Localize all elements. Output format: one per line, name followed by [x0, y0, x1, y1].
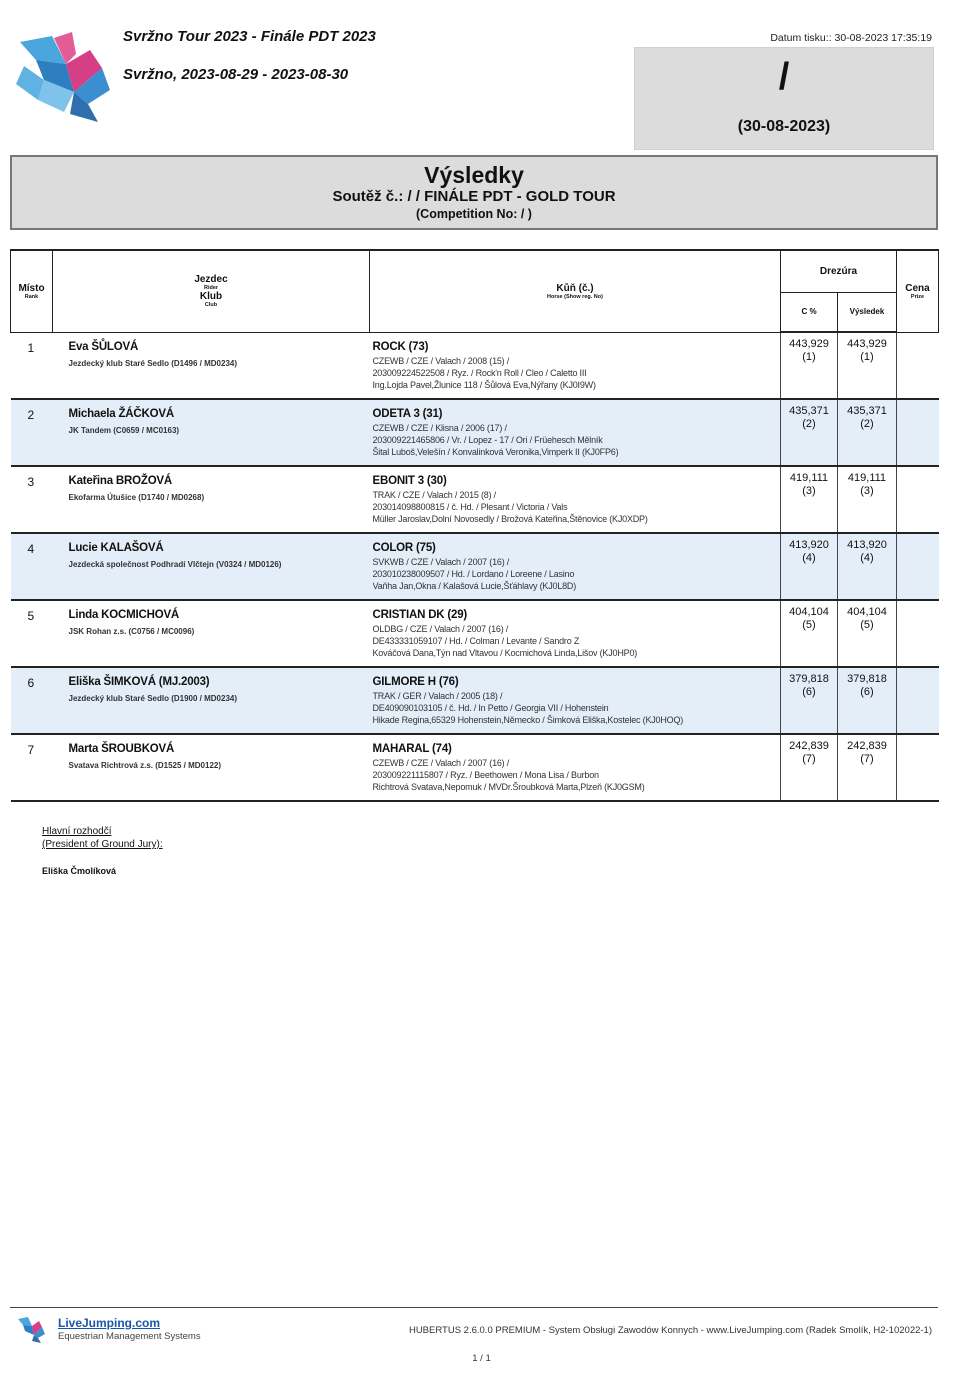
- c-percent-cell: [781, 734, 838, 801]
- result-rank: (2): [860, 418, 874, 430]
- horse-cell: [370, 332, 781, 399]
- col-c-percent: C %: [781, 292, 838, 332]
- result-value: 419,111: [847, 472, 887, 484]
- c-percent-cell: [781, 466, 838, 533]
- rider-cell: [53, 332, 370, 399]
- rider-cell: [53, 466, 370, 533]
- horse-detail-line: Müller Jaroslav,Dolní Novosedly / Brožová Kateřina,Štěnovice (KJ0XDP): [372, 514, 648, 524]
- round-slash: /: [778, 56, 790, 98]
- c-percent-value: 413,920: [789, 539, 829, 551]
- rider-cell: [53, 533, 370, 600]
- rider-club: Jezdecký klub Staré Sedlo (D1496 / MD0234): [68, 358, 238, 368]
- c-percent-cell: [781, 533, 838, 600]
- horse-detail-line: Kováčová Dana,Týn nad Vltavou / Kocmichová Linda,Lišov (KJ0HP0): [372, 648, 638, 658]
- result-value: 379,818: [847, 673, 887, 685]
- horse-name: CRISTIAN DK (29): [372, 609, 468, 621]
- rank: 3: [27, 475, 35, 489]
- result-cell: [838, 734, 897, 801]
- rank: 2: [27, 408, 35, 422]
- horse-detail-line: Richtrová Svatava,Nepomuk / MVDr.Šroubková Marta,Plzeň (KJ0GSM): [372, 782, 645, 792]
- c-percent-value: 443,929: [789, 338, 829, 350]
- results-table: [10, 249, 939, 802]
- col-result: Výsledek: [838, 292, 897, 332]
- result-cell: [838, 332, 897, 399]
- rider-name: Michaela ŽÁČKOVÁ: [68, 408, 174, 420]
- result-value: 435,371: [847, 405, 887, 417]
- c-percent-value: 419,111: [789, 472, 829, 484]
- jury-name: Eliška Čmolíková: [42, 866, 117, 876]
- horse-detail-line: 203014098800815 / č. Hd. / Plesant / Victoria / Vals: [372, 502, 568, 512]
- horse-detail-line: Hikade Regina,65329 Hohenstein,Německo / Šimková Eliška,Kostelec (KJ0HOQ): [372, 715, 684, 725]
- horse-detail-line: 203010238009507 / Hd. / Lordano / Loreene / Lasino: [372, 569, 575, 579]
- result-rank: (5): [860, 619, 874, 631]
- rank-cell: [11, 734, 53, 801]
- table-row: [11, 734, 939, 801]
- table-row: [11, 533, 939, 600]
- competition-name: Soutěž č.: / / FINÁLE PDT - GOLD TOUR: [332, 188, 616, 205]
- horse-cell: [370, 600, 781, 667]
- rank-cell: [11, 667, 53, 734]
- c-percent-rank: (3): [802, 485, 816, 497]
- page-number: 1 / 1: [472, 1353, 491, 1364]
- prize-cell: [897, 332, 939, 399]
- rank-cell: [11, 332, 53, 399]
- prize-cell: [897, 533, 939, 600]
- prize-cell: [897, 734, 939, 801]
- rider-name: Eva ŠŮLOVÁ: [68, 340, 139, 353]
- jury-label-en: (President of Ground Jury):: [42, 839, 163, 850]
- c-percent-rank: (5): [802, 619, 816, 631]
- horse-name: ODETA 3 (31): [372, 408, 443, 420]
- c-percent-value: 379,818: [789, 673, 829, 685]
- prize-cell: [897, 466, 939, 533]
- rank: 5: [27, 609, 35, 623]
- result-rank: (3): [860, 485, 874, 497]
- results-title: Výsledky: [424, 162, 524, 188]
- horse-detail-line: SVKWB / CZE / Valach / 2007 (16) /: [372, 557, 510, 567]
- table-row: [11, 667, 939, 734]
- c-percent-rank: (7): [802, 753, 816, 765]
- c-percent-cell: [781, 399, 838, 466]
- horse-logo-icon: [14, 30, 114, 124]
- table-row: [11, 399, 939, 466]
- rider-cell: [53, 734, 370, 801]
- c-percent-cell: [781, 667, 838, 734]
- prize-cell: [897, 600, 939, 667]
- rider-club: Svatava Richtrová z.s. (D1525 / MD0122): [68, 761, 222, 770]
- round-info-box: [634, 47, 934, 150]
- result-value: 413,920: [847, 539, 887, 551]
- horse-detail-line: Ing.Lojda Pavel,Žlunice 118 / Šůlová Eva,Nýřany (KJ0I9W): [372, 379, 596, 390]
- result-cell: [838, 466, 897, 533]
- table-row: [11, 466, 939, 533]
- rank-cell: [11, 466, 53, 533]
- rider-name: Marta ŠROUBKOVÁ: [68, 743, 175, 755]
- col-horse: Kůň (č.) Horse (Show reg. No): [370, 250, 781, 332]
- horse-detail-line: CZEWB / CZE / Valach / 2007 (16) /: [372, 758, 510, 768]
- horse-detail-line: TRAK / CZE / Valach / 2015 (8) /: [372, 490, 496, 500]
- rider-name: Linda KOCMICHOVÁ: [68, 609, 180, 621]
- horse-cell: [370, 466, 781, 533]
- footer-divider: [10, 1307, 938, 1308]
- competition-name-en: (Competition No: / ): [416, 207, 532, 221]
- horse-detail-line: DE409090103105 / č. Hd. / In Petto / Georgia VII / Hohenstein: [372, 703, 609, 713]
- rider-club: JK Tandem (C0659 / MC0163): [68, 426, 180, 435]
- c-percent-rank: (4): [802, 552, 816, 564]
- event-title: Svržno Tour 2023 - Finále PDT 2023: [123, 28, 376, 45]
- horse-cell: [370, 667, 781, 734]
- rank: 7: [27, 743, 35, 757]
- result-cell: [838, 667, 897, 734]
- result-value: 242,839: [847, 740, 887, 752]
- c-percent-value: 242,839: [789, 740, 829, 752]
- horse-cell: [370, 533, 781, 600]
- horse-name: COLOR (75): [372, 542, 436, 554]
- result-rank: (6): [860, 686, 874, 698]
- print-date: Datum tisku:: 30-08-2023 17:35:19: [770, 32, 932, 44]
- system-info: HUBERTUS 2.6.0.0 PREMIUM - System Obsługi Zawodów Konnych - www.LiveJumping.com (Radek Smolík, H2-102022-1): [408, 1325, 932, 1336]
- table-row: [11, 600, 939, 667]
- rank: 6: [27, 676, 35, 690]
- horse-detail-line: TRAK / GER / Valach / 2005 (18) /: [372, 691, 503, 701]
- col-rank: Místo Rank: [11, 250, 53, 332]
- horse-detail-line: Šital Luboš,Velešín / Konvalinková Veronika,Vimperk II (KJ0FP6): [372, 447, 619, 457]
- col-dressage: Drezúra: [781, 250, 897, 292]
- c-percent-rank: (6): [802, 686, 816, 698]
- c-percent-cell: [781, 600, 838, 667]
- horse-detail-line: Vaňha Jan,Okna / Kalašová Lucie,Šťáhlavy (KJ0L8D): [372, 581, 577, 591]
- horse-detail-line: 203009221465806 / Vr. / Lopez - 17 / Ori / Früehesch Mělník: [372, 435, 603, 445]
- rider-name: Kateřina BROŽOVÁ: [68, 475, 173, 487]
- horse-cell: [370, 399, 781, 466]
- table-row: [11, 332, 939, 399]
- result-rank: (1): [860, 351, 874, 363]
- round-date: (30-08-2023): [737, 118, 831, 135]
- result-cell: [838, 600, 897, 667]
- livejumping-link[interactable]: LiveJumping.com: [58, 1316, 161, 1330]
- horse-detail-line: CZEWB / CZE / Valach / 2008 (15) /: [372, 355, 510, 366]
- c-percent-rank: (1): [802, 351, 816, 363]
- results-title-box: [10, 155, 938, 230]
- horse-name: MAHARAL (74): [372, 743, 452, 755]
- rank: 4: [27, 542, 35, 556]
- rider-name: Eliška ŠIMKOVÁ (MJ.2003): [68, 676, 210, 688]
- rider-cell: [53, 399, 370, 466]
- result-cell: [838, 533, 897, 600]
- result-rank: (4): [860, 552, 874, 564]
- rider-club: JSK Rohan z.s. (C0756 / MC0096): [68, 627, 195, 636]
- horse-name: ROCK (73): [372, 340, 429, 353]
- horse-detail-line: 203009221115807 / Ryz. / Beethowen / Mona Lisa / Burbon: [372, 770, 599, 780]
- horse-detail-line: OLDBG / CZE / Valach / 2007 (16) /: [372, 624, 509, 634]
- jury-label: Hlavní rozhodčí: [42, 826, 112, 837]
- result-cell: [838, 399, 897, 466]
- c-percent-value: 435,371: [789, 405, 829, 417]
- c-percent-cell: [781, 332, 838, 399]
- rank-cell: [11, 600, 53, 667]
- horse-name: EBONIT 3 (30): [372, 475, 447, 487]
- result-value: 404,104: [847, 606, 887, 618]
- c-percent-rank: (2): [802, 418, 816, 430]
- prize-cell: [897, 667, 939, 734]
- col-rider: Jezdec Rider Klub Club: [53, 250, 370, 332]
- rider-cell: [53, 600, 370, 667]
- rider-cell: [53, 667, 370, 734]
- result-rank: (7): [860, 753, 874, 765]
- rider-name: Lucie KALAŠOVÁ: [68, 542, 164, 554]
- rank-cell: [11, 399, 53, 466]
- rider-club: Jezdecký klub Staré Sedlo (D1900 / MD0234): [68, 694, 238, 703]
- event-dates: Svržno, 2023-08-29 - 2023-08-30: [123, 66, 349, 83]
- rider-club: Ekofarma Útušice (D1740 / MD0268): [68, 493, 205, 502]
- result-value: 443,929: [847, 338, 887, 350]
- horse-cell: [370, 734, 781, 801]
- col-prize: Cena Prize: [897, 250, 939, 332]
- horse-detail-line: DE433331059107 / Hd. / Colman / Levante / Sandro Z: [372, 636, 580, 646]
- horse-detail-line: 203009224522508 / Ryz. / Rock'n Roll / Cleo / Caletto III: [372, 367, 587, 378]
- rank-cell: [11, 533, 53, 600]
- brand-subtitle: Equestrian Management Systems: [58, 1331, 201, 1342]
- prize-cell: [897, 399, 939, 466]
- c-percent-value: 404,104: [789, 606, 829, 618]
- rider-club: Jezdecká společnost Podhradí Vlčtejn (V0324 / MD0126): [68, 560, 282, 569]
- livejumping-logo-icon: [16, 1315, 46, 1343]
- horse-detail-line: CZEWB / CZE / Klisna / 2006 (17) /: [372, 423, 507, 433]
- horse-name: GILMORE H (76): [372, 676, 459, 688]
- rank: 1: [27, 340, 35, 355]
